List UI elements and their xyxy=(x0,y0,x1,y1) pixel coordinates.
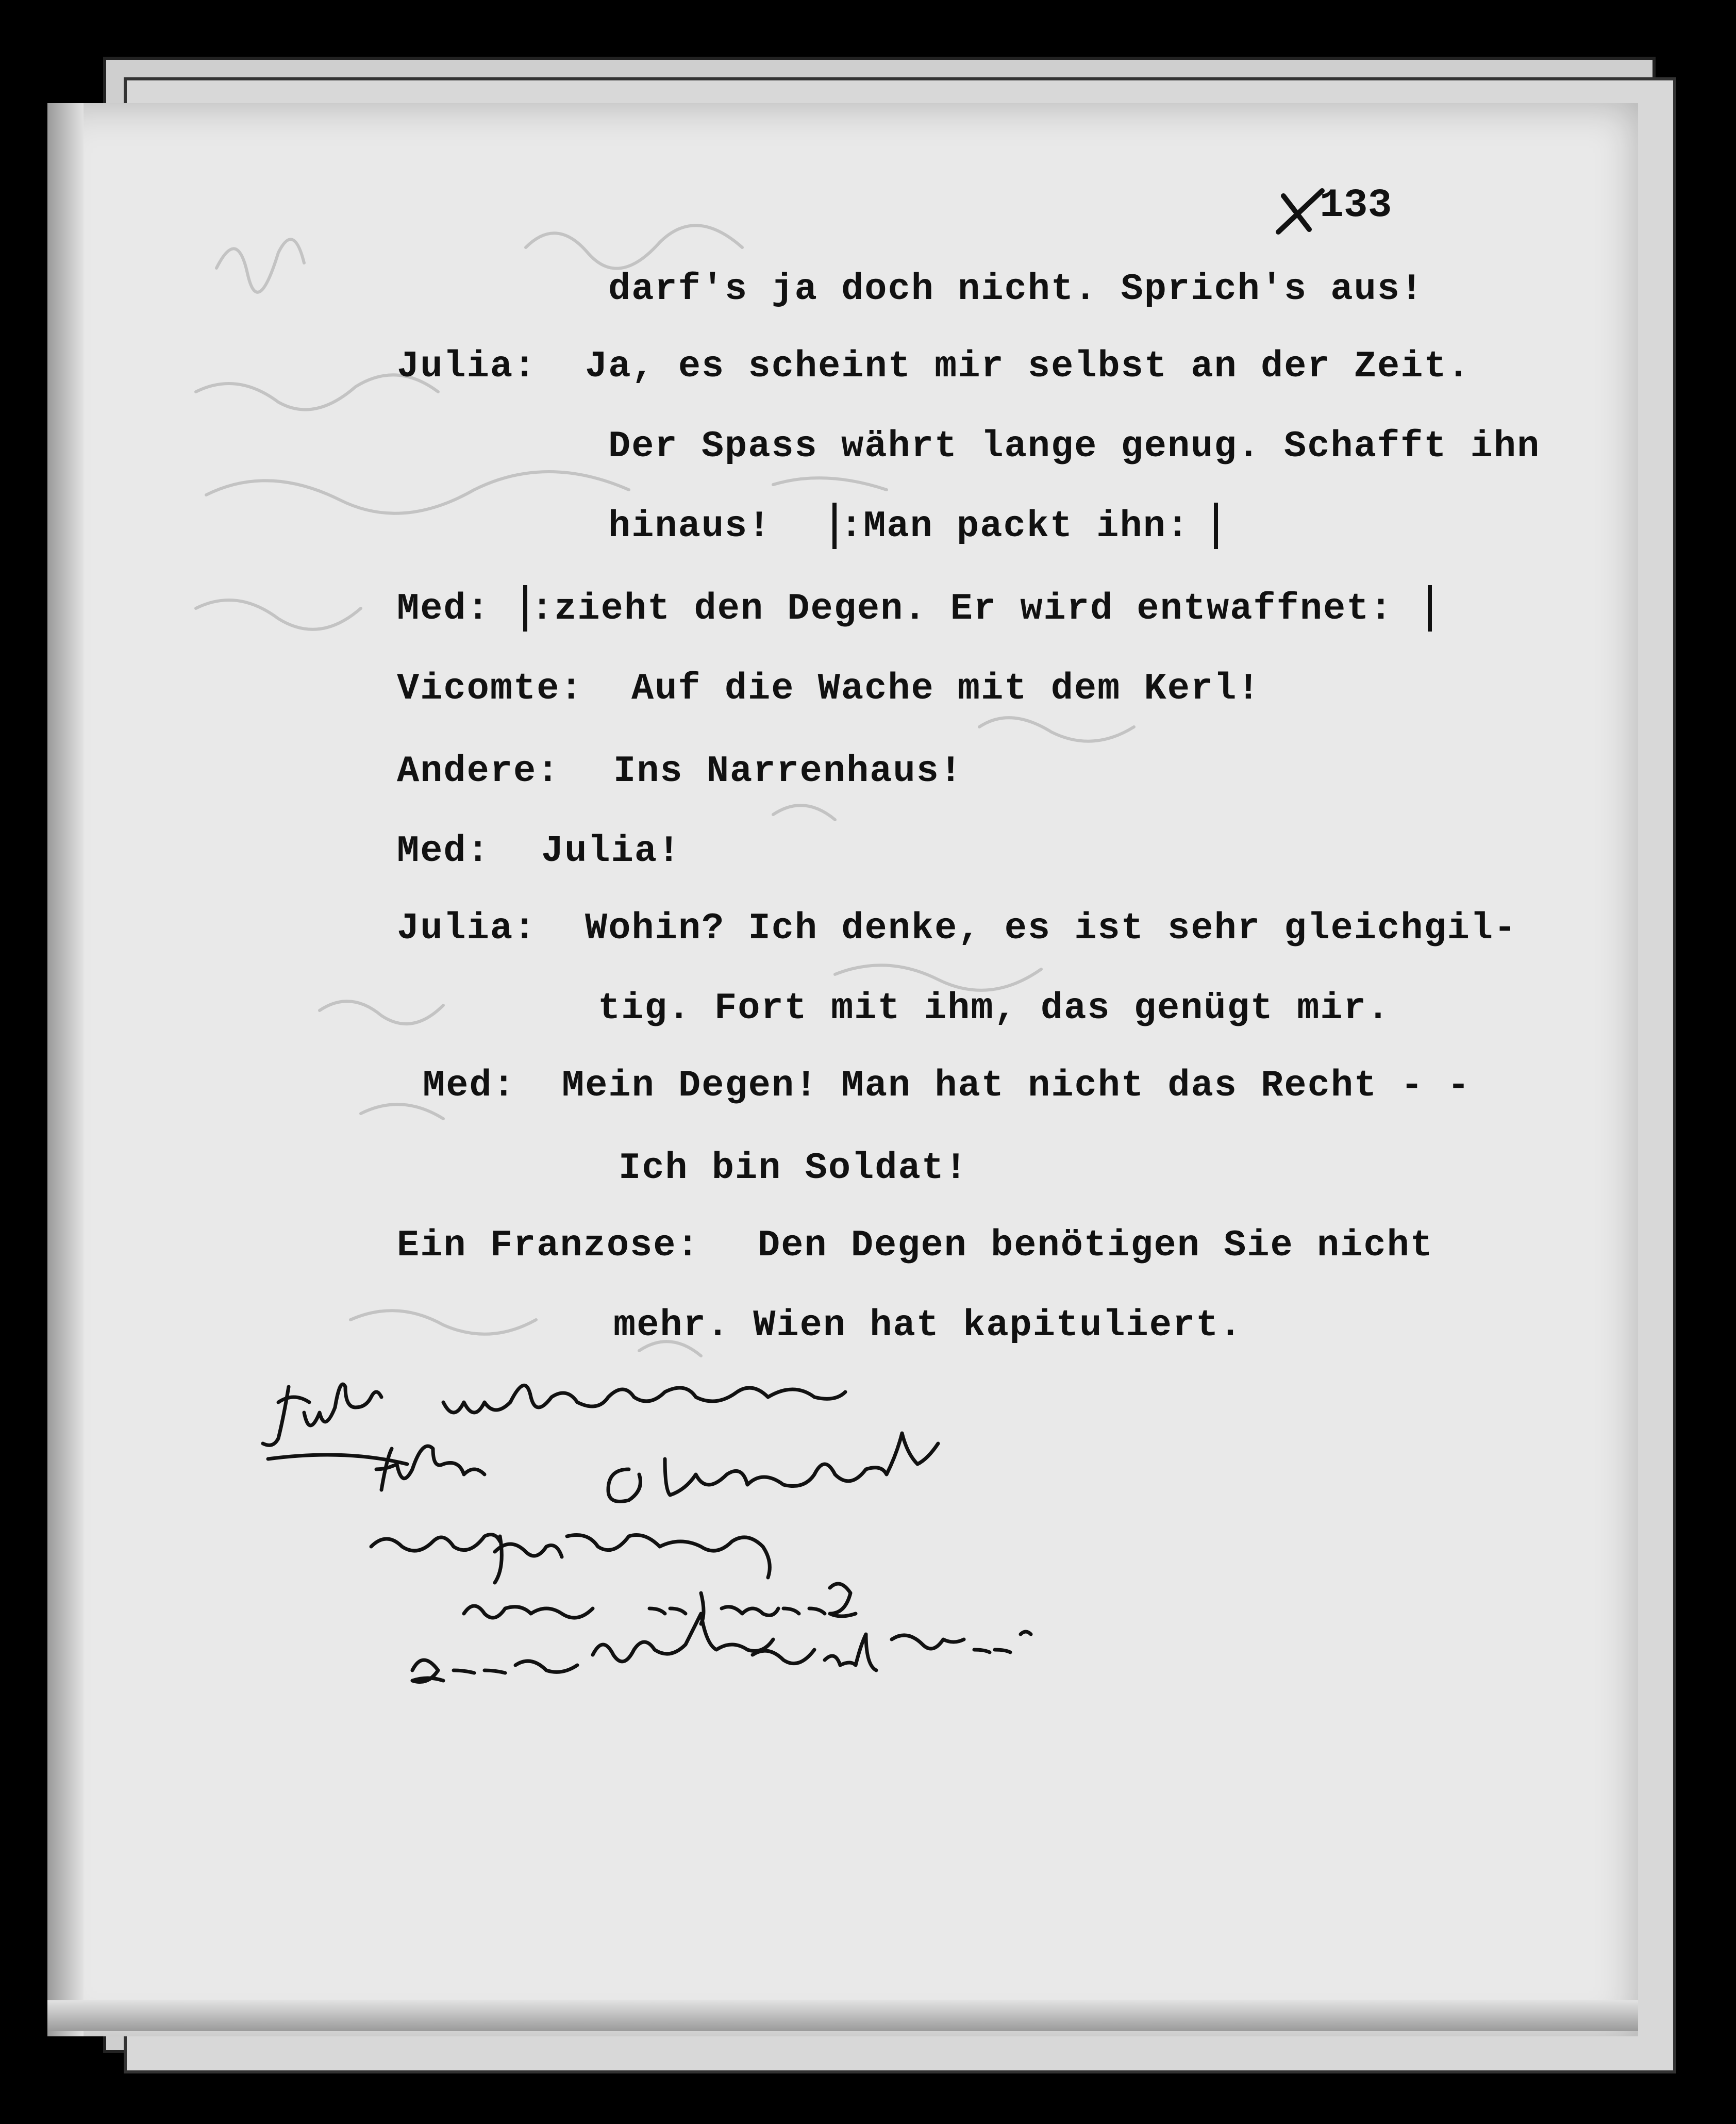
line-6-speaker: Vicomte: xyxy=(397,668,583,710)
stage-bracket-close xyxy=(1214,503,1218,549)
line-5-speaker: Med: xyxy=(397,588,490,630)
line-4-text: hinaus! xyxy=(608,505,795,547)
page-number: 133 xyxy=(1320,183,1392,228)
line-9-speaker: Julia: xyxy=(397,907,537,950)
line-13-text: Den Degen benötigen Sie nicht xyxy=(758,1224,1434,1267)
stage-bracket-close xyxy=(1428,585,1432,632)
line-13-speaker: Ein Franzose: xyxy=(397,1224,700,1267)
line-4-stage-direction: :Man packt ihn: xyxy=(840,505,1190,547)
line-8-speaker: Med: xyxy=(397,830,490,872)
page-edge-shadow xyxy=(47,103,84,2036)
line-9-text: Wohin? Ich denke, es ist sehr gleichgil- xyxy=(585,907,1517,950)
line-14-text: mehr. Wien hat kapituliert. xyxy=(613,1304,1243,1347)
line-11-speaker: Med: xyxy=(423,1065,516,1107)
line-2-text: Ja, es scheint mir selbst an der Zeit. xyxy=(585,345,1471,388)
line-1-text: darf's ja doch nicht. Sprich's aus! xyxy=(608,268,1424,310)
line-8-text: Julia! xyxy=(541,830,681,872)
stage-bracket-open xyxy=(832,503,837,549)
line-5-stage-direction: :zieht den Degen. Er wird entwaffnet: xyxy=(531,588,1393,630)
handwritten-annotation xyxy=(258,1382,1340,1701)
line-10-text: tig. Fort mit ihm, das genügt mir. xyxy=(598,987,1391,1030)
line-3-text: Der Spass währt lange genug. Schafft ihn xyxy=(608,425,1541,468)
stage-bracket-open xyxy=(523,585,527,632)
line-11-text: Mein Degen! Man hat nicht das Recht - - xyxy=(562,1065,1471,1107)
line-12-text: Ich bin Soldat! xyxy=(619,1147,969,1189)
line-2-speaker: Julia: xyxy=(397,345,537,388)
line-7-text: Ins Narrenhaus! xyxy=(613,750,963,792)
line-6-text: Auf die Wache mit dem Kerl! xyxy=(631,668,1261,710)
line-7-speaker: Andere: xyxy=(397,750,560,792)
page-edge-shadow-bottom xyxy=(47,2000,1638,2031)
